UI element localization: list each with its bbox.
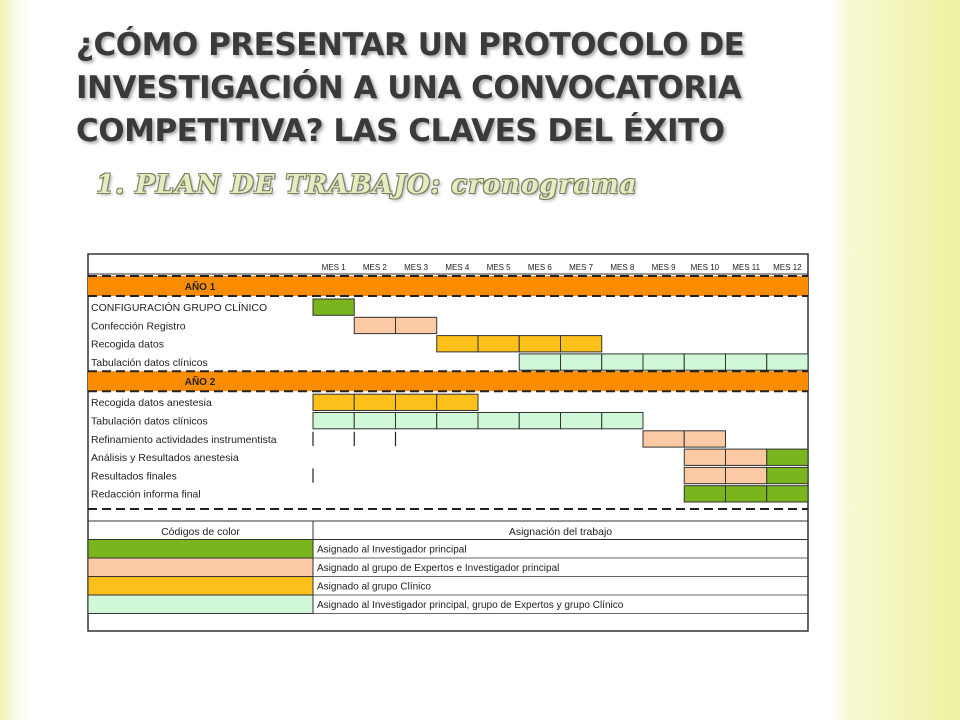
- gantt-bar: [726, 467, 767, 483]
- month-header: MES 4: [445, 263, 470, 272]
- slide-title: ¿CÓMO PRESENTAR UN PROTOCOLO DE INVESTIGACIÓN A UNA CONVOCATORIA COMPETITIVA? LAS CLAVES DEL ÉXITO: [76, 27, 745, 149]
- gantt-bar: [437, 394, 478, 410]
- year-label: AÑO 1: [184, 282, 216, 293]
- month-header: MES 6: [527, 263, 552, 272]
- task-label: CONFIGURACIÓN GRUPO CLÍNICO: [91, 302, 268, 314]
- legend-swatch: [88, 595, 313, 614]
- gantt-bar: [561, 413, 602, 429]
- gantt-bar: [767, 467, 808, 483]
- legend-swatch: [88, 540, 313, 559]
- gantt-bar: [354, 317, 395, 333]
- gantt-bar: [561, 354, 602, 370]
- gantt-bar: [478, 413, 519, 429]
- task-label: Resultados finales: [91, 470, 177, 483]
- gantt-bar: [684, 467, 725, 483]
- gantt-bar: [519, 413, 560, 429]
- gantt-bar: [313, 413, 354, 429]
- gantt-bar: [602, 413, 643, 429]
- legend-swatch: [88, 577, 313, 596]
- gantt-bar: [767, 354, 808, 370]
- gantt-bar: [561, 336, 602, 352]
- task-label: Refinamiento actividades instrumentista: [91, 433, 277, 446]
- task-label: Redacción informa final: [91, 488, 201, 501]
- gantt-bar: [726, 486, 767, 502]
- task-label: Confección Registro: [91, 320, 186, 333]
- month-header: MES 11: [732, 263, 761, 272]
- year-label: AÑO 2: [184, 377, 216, 389]
- gantt-bar: [396, 413, 437, 429]
- task-label: Tabulación datos clínicos: [91, 415, 208, 428]
- slide-subtitle: 1. PLAN DE TRABAJO: cronograma: [96, 170, 638, 200]
- gantt-bar: [767, 449, 808, 465]
- month-header: MES 3: [404, 263, 429, 272]
- gantt-bar: [519, 336, 560, 352]
- month-header: MES 10: [690, 263, 720, 272]
- legend-header-right: Asignación del trabajo: [508, 526, 613, 538]
- gantt-bar: [602, 354, 643, 370]
- task-label: Tabulación datos clínicos: [91, 356, 208, 369]
- legend-label: Asignado al grupo de Expertos e Investigador principal: [317, 563, 560, 574]
- gantt-bar: [313, 299, 354, 315]
- task-label: Recogida datos: [91, 338, 164, 351]
- gantt-bar: [354, 394, 395, 410]
- gantt-bar: [643, 354, 684, 370]
- gantt-bar: [767, 486, 808, 502]
- gantt-bar: [519, 354, 560, 370]
- gantt-bar: [684, 354, 725, 370]
- month-header: MES 8: [610, 263, 635, 272]
- legend-header-left: Códigos de color: [161, 526, 240, 538]
- gantt-bar: [313, 394, 354, 410]
- month-header: MES 5: [486, 263, 511, 272]
- legend-swatch: [88, 558, 313, 577]
- month-header: MES 2: [362, 263, 387, 272]
- gantt-bar: [684, 431, 725, 447]
- gantt-bar: [684, 486, 725, 502]
- gantt-bar: [396, 317, 437, 333]
- gantt-bar: [726, 354, 767, 370]
- gantt-bar: [437, 336, 478, 352]
- month-header: MES 1: [321, 263, 346, 272]
- gantt-bar: [478, 336, 519, 352]
- gantt-bar: [684, 449, 725, 465]
- gantt-bar: [396, 394, 437, 410]
- gantt-bar: [726, 449, 767, 465]
- gantt-bar: [437, 413, 478, 429]
- month-header: MES 7: [569, 263, 594, 272]
- gantt-bar: [354, 413, 395, 429]
- task-label: Análisis y Resultados anestesia: [91, 452, 239, 465]
- month-header: MES 9: [651, 263, 676, 272]
- month-header: MES 12: [773, 263, 802, 272]
- legend-label: Asignado al Investigador principal: [317, 544, 467, 556]
- task-label: Recogida datos anestesia: [91, 397, 212, 410]
- gantt-bar: [643, 431, 684, 447]
- legend-label: Asignado al Investigador principal, grupo de Expertos y grupo Clínico: [317, 600, 624, 611]
- legend-label: Asignado al grupo Clínico: [317, 581, 431, 593]
